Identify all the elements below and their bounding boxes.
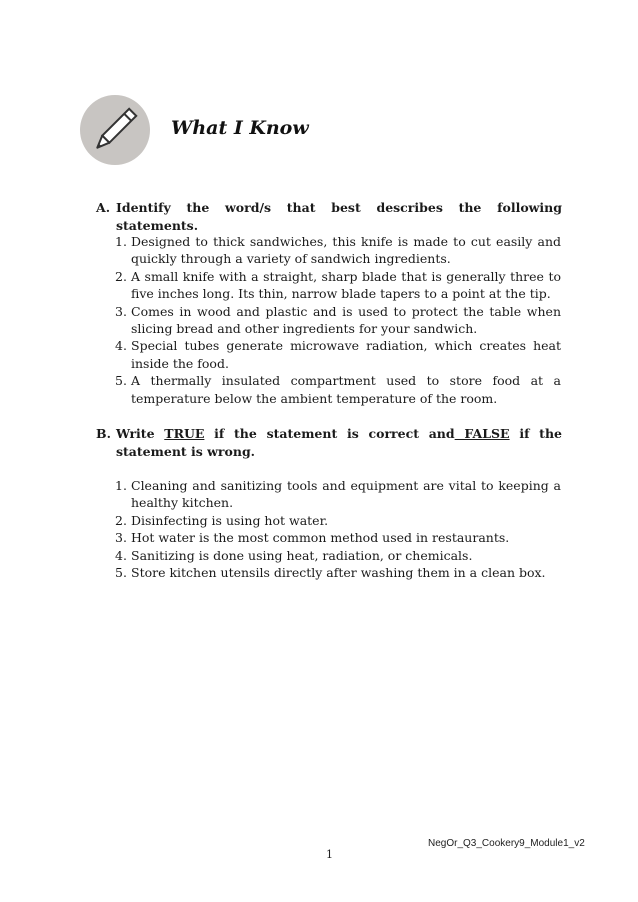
item-number: 1.: [115, 234, 127, 249]
list-item: [115, 529, 561, 546]
item-number: 1.: [115, 478, 127, 493]
section-b-list: [115, 477, 561, 581]
instruction-mid: if the statement is correct and: [204, 426, 455, 441]
item-text: Comes in wood and plastic and is used to protect the table when slicing bread and other ingredients for your sandwich.: [131, 303, 561, 337]
item-text: Hot water is the most common method used in restaurants.: [131, 530, 510, 546]
section-a-list: [115, 233, 561, 407]
item-text: A small knife with a straight, sharp blade that is generally three to five inches long. Its thin, narrow blade tapers to a point at the tip.: [131, 268, 561, 302]
list-item: [115, 564, 561, 581]
section-a-heading: [96, 199, 562, 235]
section-a-instruction: Identify the word/s that best describes the following statements.: [116, 200, 562, 233]
list-item: [115, 547, 561, 564]
list-item: [115, 337, 561, 372]
true-word: TRUE: [164, 426, 205, 441]
page-title: What I Know: [171, 117, 309, 139]
pencil-icon: [80, 95, 150, 165]
item-number: 3.: [115, 303, 127, 319]
item-text: Disinfecting is using hot water.: [131, 512, 329, 528]
item-number: 2.: [115, 268, 127, 284]
instruction-suffix: if the statement is wrong.: [116, 426, 562, 459]
list-item: [115, 372, 561, 407]
footer-module-code: NegOr_Q3_Cookery9_Module1_v2: [428, 838, 585, 849]
section-a-letter: A.: [96, 200, 111, 215]
item-number: 3.: [115, 530, 127, 546]
list-item: [115, 233, 561, 268]
item-text: Sanitizing is done using heat, radiation, or chemicals.: [131, 547, 473, 563]
item-number: 4.: [115, 547, 127, 563]
item-text: Cleaning and sanitizing tools and equipment are vital to keeping a healthy kitchen.: [131, 478, 561, 511]
list-item: [115, 512, 561, 529]
instruction-prefix: Write: [116, 426, 165, 441]
item-text: A thermally insulated compartment used to store food at a temperature below the ambient temperature of the room.: [131, 373, 561, 406]
item-number: 5.: [115, 373, 127, 389]
item-number: 5.: [115, 565, 127, 581]
section-b-instruction: [116, 425, 562, 461]
list-item: [115, 303, 561, 338]
section-b-heading: [96, 425, 562, 461]
item-number: 2.: [115, 512, 127, 528]
item-number: 4.: [115, 338, 127, 354]
page-number: 1: [326, 848, 333, 861]
section-b-letter: B.: [96, 426, 111, 441]
false-word: FALSE: [454, 426, 510, 441]
list-item: [115, 268, 561, 303]
item-text: Store kitchen utensils directly after washing them in a clean box.: [131, 565, 546, 581]
item-text: Special tubes generate microwave radiation, which creates heat inside the food.: [131, 338, 561, 371]
item-text: Designed to thick sandwiches, this knife is made to cut easily and quickly through a variety of sandwich ingredients.: [131, 234, 561, 267]
list-item: [115, 477, 561, 512]
